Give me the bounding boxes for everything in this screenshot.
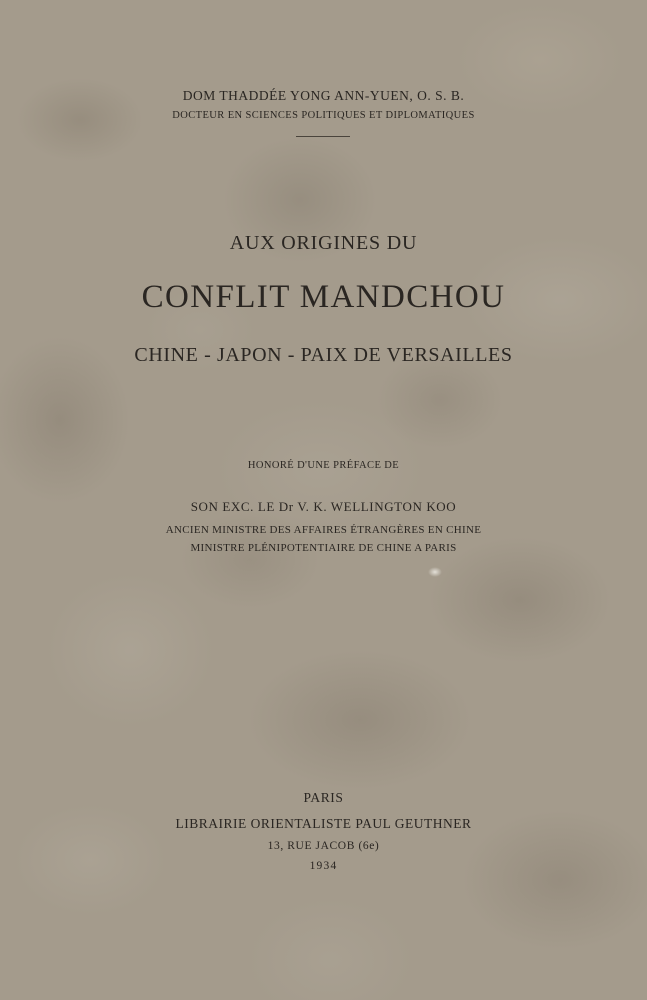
title-prefix: AUX ORIGINES DU [229,232,418,254]
author-name: DOM THADDÉE YONG ANN-YUEN, O. S. B. [182,88,465,103]
publication-year: 1934 [309,860,338,872]
publisher-address: 13, RUE JACOB (6e) [267,840,380,852]
preface-intro: HONORÉ D'UNE PRÉFACE DE [247,460,400,471]
preface-author-role-1: ANCIEN MINISTRE DES AFFAIRES ÉTRANGÈRES EN CHINE [165,524,482,536]
preface-author: SON EXC. LE Dr V. K. WELLINGTON KOO [190,499,457,514]
divider-rule [296,136,350,137]
book-title: CONFLIT MANDCHOU [141,279,506,315]
paper-blemish [428,567,442,577]
book-subtitle: CHINE - JAPON - PAIX DE VERSAILLES [134,344,513,366]
publisher-name: LIBRAIRIE ORIENTALISTE PAUL GEUTHNER [175,816,472,831]
author-degree: DOCTEUR EN SCIENCES POLITIQUES ET DIPLOMATIQUES [172,110,475,121]
publisher-city: PARIS [303,790,344,805]
preface-author-role-2: MINISTRE PLÉNIPOTENTIAIRE DE CHINE A PARIS [190,542,457,554]
